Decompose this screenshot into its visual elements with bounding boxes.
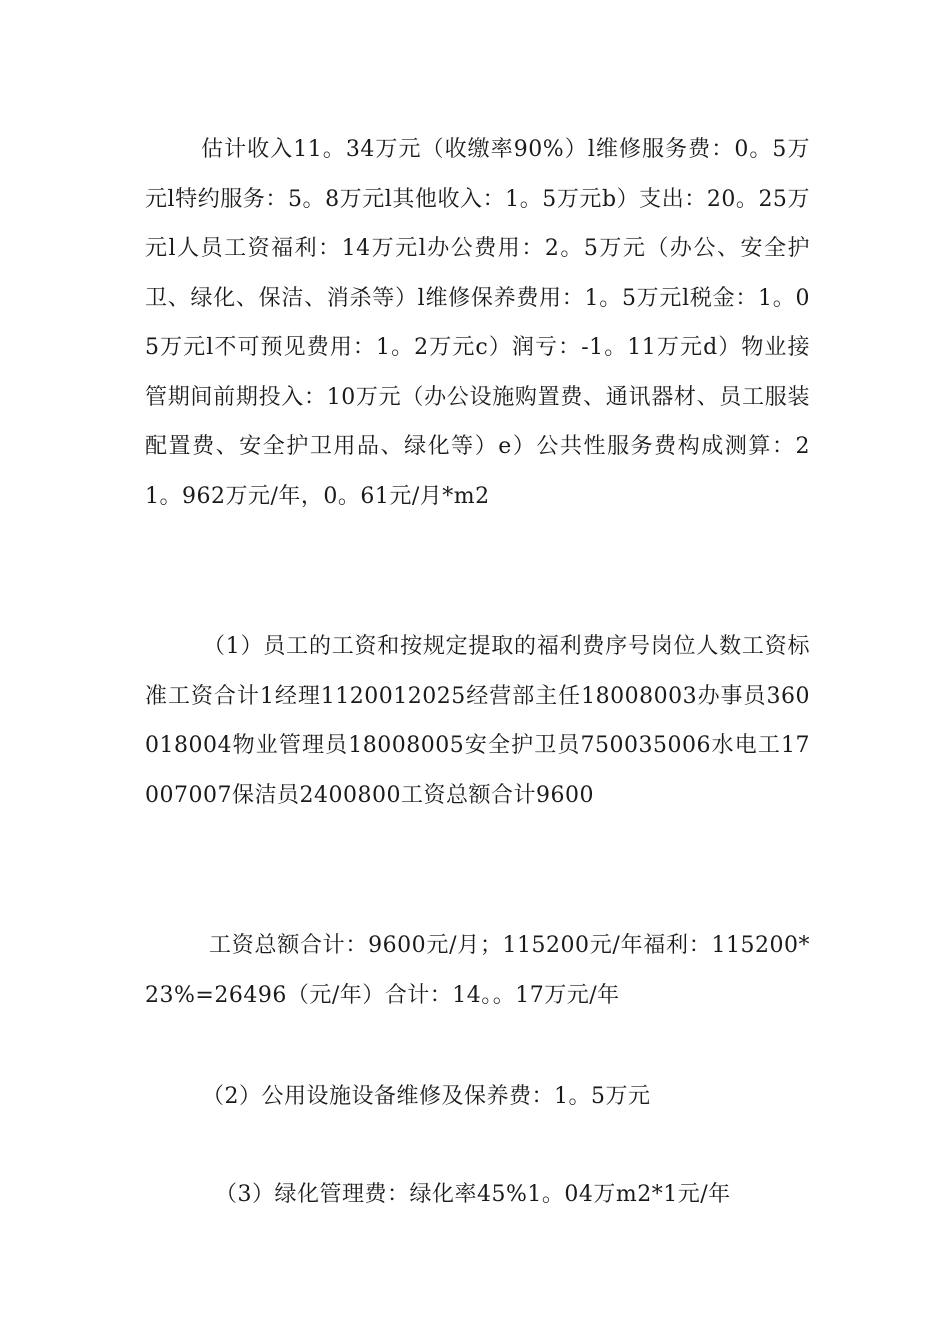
paragraph-staff-wages: （1）员工的工资和按规定提取的福利费序号岗位人数工资标准工资合计1经理1120012025经营部主任18008003办事员360018004物业管理员18008005安全护卫员750035006水电工17007007保洁员2400800工资总额合计9600: [145, 634, 810, 808]
paragraph-maintenance-fee: （2）公用设施设备维修及保养费：1。5万元: [202, 1084, 651, 1109]
paragraph-wage-total: 工资总额合计：9600元/月；115200元/年福利：115200*23%=26496（元/年）合计：14。。17万元/年: [145, 933, 810, 1008]
paragraph-income-expense: 估计收入11。34万元（收缴率90%）l维修服务费：0。5万元l特约服务：5。8万元l其他收入：1。5万元b）支出：20。25万元l人员工资福利：14万元l办公费用：2。5万元（办公、安全护卫、绿化、保洁、消杀等）l维修保养费用：1。5万元l税金：1。05万元l不可预见费用：1。2万元c）润亏：-1。11万元d）物业接管期间前期投入：10万元（办公设施购置费、通讯器材、员工服装配置费、安全护卫用品、绿化等）e）公共性服务费构成测算：21。962万元/年，0。61元/月*m2: [145, 137, 810, 509]
paragraph-greening-fee: （3）绿化管理费：绿化率45%1。04万m2*1元/年: [215, 1182, 731, 1207]
